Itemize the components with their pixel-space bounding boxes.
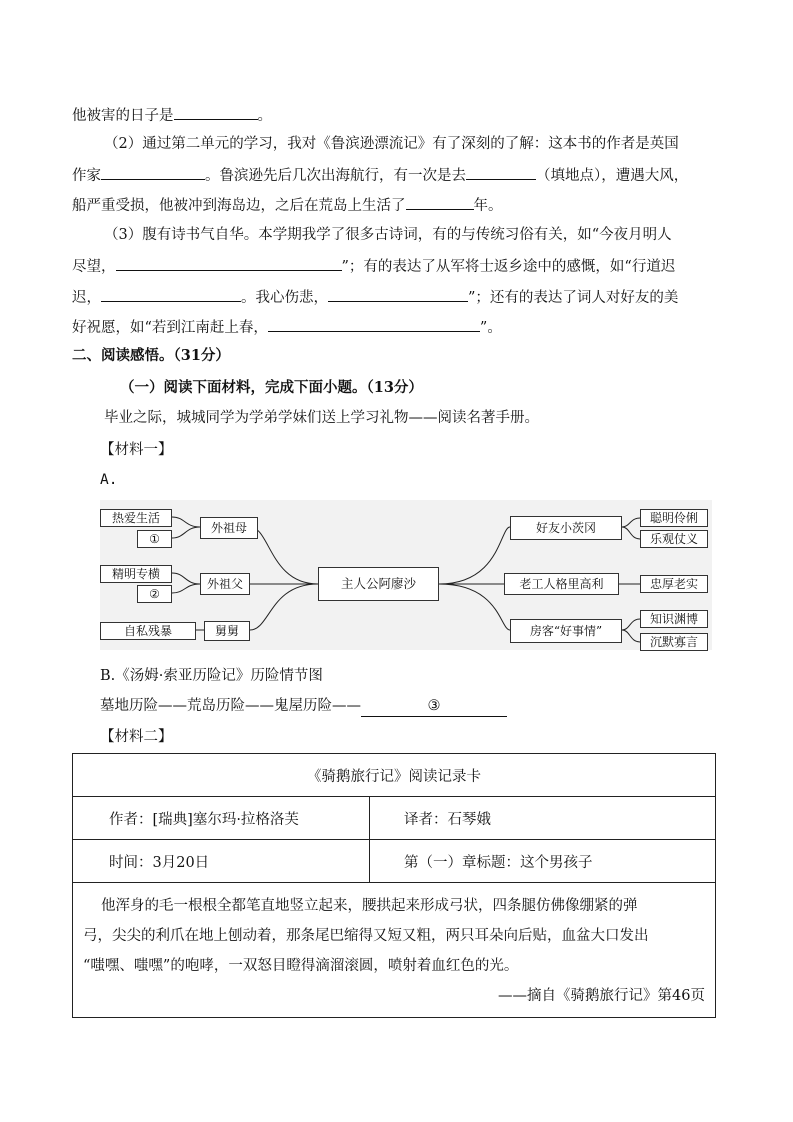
excerpt-line: 弓，尖尖的利爪在地上刨动着，那条尾巴缩得又短又粗，两只耳朵向后贴，血盆大口发出 <box>83 928 649 944</box>
q3-line2 <box>72 255 675 277</box>
q3-text: ”；有的表达了从军将士返乡途中的感慨，如“行道迟 <box>341 259 676 275</box>
q3-text: ”；还有的表达了词人对好友的美 <box>468 290 679 306</box>
material2-label: 【材料二】 <box>100 729 173 745</box>
section-title: 二、阅读感悟。（31分） <box>72 347 230 364</box>
b-plot-line <box>100 696 507 717</box>
reading-record-card <box>72 753 716 1018</box>
answer-blank[interactable] <box>268 316 480 332</box>
intro-text: 毕业之际，城城同学为学弟学妹们送上学习礼物——阅读名著手册。 <box>104 410 539 426</box>
q2-line3 <box>72 194 503 216</box>
trait-box: 精明专横 <box>100 565 172 583</box>
mindmap-center: 主人公阿廖沙 <box>318 567 439 601</box>
card-chapter: 第（一）章标题：这个男孩子 <box>370 840 716 883</box>
q2-text: 年。 <box>473 198 503 214</box>
q2-text: 船严重受损，他被冲到海岛边，之后在荒岛上生活了 <box>72 198 406 214</box>
q3-text: 好祝愿，如“若到江南赶上春， <box>72 320 268 336</box>
q3-line3 <box>72 286 678 308</box>
q2-text: （填地点），遭遇大风， <box>536 168 689 184</box>
q2-line2 <box>72 164 688 186</box>
q3-line1: （3）腹有诗书气自华。本学期我学了很多古诗词，有的与传统习俗有关，如“今夜月明人 <box>104 227 672 243</box>
trait-box: 自私残暴 <box>100 622 196 640</box>
q1-tail <box>72 104 272 126</box>
q3-text: 尽望， <box>72 259 116 275</box>
q2-text: 作家 <box>72 168 101 184</box>
answer-blank[interactable] <box>174 104 258 120</box>
answer-blank[interactable] <box>101 286 241 302</box>
card-translator: 译者：石琴娥 <box>370 797 716 840</box>
card-title: 《骑鹅旅行记》阅读记录卡 <box>73 754 716 797</box>
node-grandfather: 外祖父 <box>200 573 250 595</box>
trait-box: 忠厚老实 <box>640 575 708 593</box>
node-grandmother: 外祖母 <box>200 517 258 539</box>
q1-text: 他被害的日子是 <box>72 108 174 124</box>
answer-blank[interactable] <box>328 286 468 302</box>
node-worker: 老工人格里高利 <box>504 573 619 595</box>
trait-box: 热爱生活 <box>100 509 172 527</box>
q3-text: ”。 <box>479 320 502 336</box>
q2-line1: （2）通过第二单元的学习，我对《鲁滨逊漂流记》有了深刻的了解：这本书的作者是英国 <box>104 136 679 152</box>
a-label: A. <box>100 472 118 488</box>
card-author: 作者：[瑞典]塞尔玛·拉格洛芙 <box>73 797 370 840</box>
q3-text: 迟， <box>72 290 101 306</box>
answer-blank[interactable] <box>466 164 536 180</box>
q3-text: 。我心伤悲， <box>241 290 328 306</box>
node-lodger: 房客“好事情” <box>510 619 622 643</box>
b-answer-blank[interactable] <box>361 696 507 717</box>
trait-box: 知识渊博 <box>640 610 708 628</box>
trait-box: 沉默寡言 <box>640 633 708 651</box>
trait-blank-box[interactable]: ② <box>137 585 172 603</box>
trait-box: 聪明伶俐 <box>640 509 708 527</box>
subsection-title: （一）阅读下面材料，完成下面小题。（13分） <box>120 379 423 396</box>
answer-blank[interactable] <box>406 194 474 210</box>
material1-label: 【材料一】 <box>100 442 173 458</box>
trait-blank-box[interactable]: ① <box>137 530 172 548</box>
answer-blank[interactable] <box>116 255 342 271</box>
b-mark: ③ <box>427 698 441 714</box>
card-excerpt <box>73 883 716 1018</box>
node-friend: 好友小茨冈 <box>510 516 622 540</box>
answer-blank[interactable] <box>101 164 205 180</box>
b-plot-text: 墓地历险——荒岛历险——鬼屋历险—— <box>100 698 361 714</box>
excerpt-line: 他浑身的毛一根根全都笔直地竖立起来，腰拱起来形成弓状，四条腿仿佛像绷紧的弹 <box>101 898 638 914</box>
q3-line4 <box>72 316 502 338</box>
b-label: B.《汤姆·索亚历险记》历险情节图 <box>100 668 323 684</box>
q2-text: 。鲁滨逊先后几次出海航行，有一次是去 <box>205 168 466 184</box>
excerpt-line: “嗤嘿、嗤嘿”的咆哮，一双怒目瞪得滴溜滚圆，喷射着血红色的光。 <box>83 958 519 974</box>
trait-box: 乐观仗义 <box>640 530 708 548</box>
mindmap <box>100 500 712 650</box>
node-uncle: 舅舅 <box>204 621 250 641</box>
excerpt-source: ——摘自《骑鹅旅行记》第46页 <box>498 988 705 1004</box>
q1-text-end: 。 <box>257 108 272 124</box>
card-time: 时间：3月20日 <box>73 840 370 883</box>
